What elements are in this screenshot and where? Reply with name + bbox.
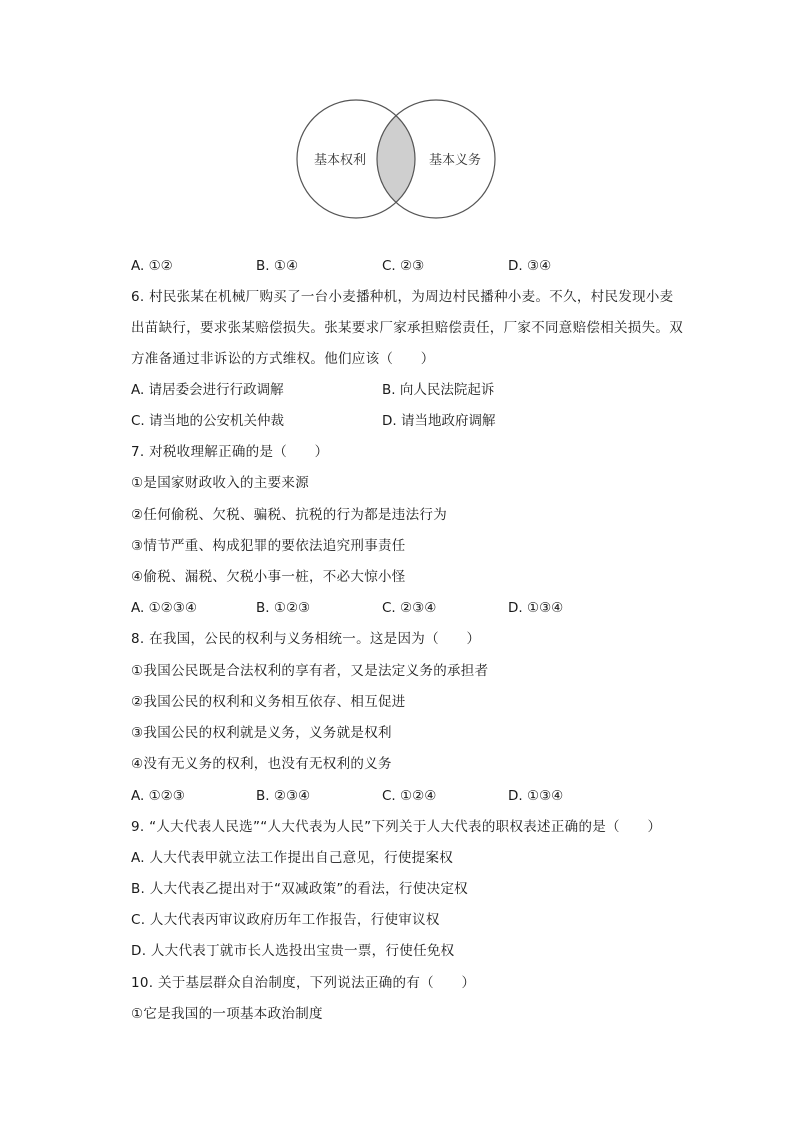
q7-item-2: ②任何偷税、欠税、骗税、抗税的行为都是违法行为: [131, 507, 448, 523]
q8-item-2: ②我国公民的权利和义务相互依存、相互促进: [131, 694, 406, 710]
q9-option-a: A. 人大代表甲就立法工作提出自己意见，行使提案权: [131, 850, 454, 866]
q5-option-b: B. ①④: [256, 258, 299, 274]
venn-diagram: [290, 98, 502, 220]
q5-option-a: A. ①②: [131, 258, 173, 274]
q6-option-c: C. 请当地的公安机关仲裁: [131, 413, 285, 429]
venn-right-label: 基本义务: [428, 153, 482, 168]
q7-item-1: ①是国家财政收入的主要来源: [131, 475, 310, 491]
venn-left-label: 基本权利: [313, 153, 367, 168]
q7-option-d: D. ①③④: [508, 600, 564, 616]
q8-item-1: ①我国公民既是合法权利的享有者，又是法定义务的承担者: [131, 663, 489, 679]
q9-option-d: D. 人大代表丁就市长人选投出宝贵一票，行使任免权: [131, 943, 455, 959]
q7-option-b: B. ①②③: [256, 600, 311, 616]
q6-option-b: B. 向人民法院起诉: [382, 382, 495, 398]
q7-option-c: C. ②③④: [382, 600, 437, 616]
q7-stem: 7. 对税收理解正确的是（ ）: [131, 444, 329, 460]
q10-item-1: ①它是我国的一项基本政治制度: [131, 1006, 323, 1022]
q6-option-a: A. 请居委会进行行政调解: [131, 382, 284, 398]
q9-stem: 9. “人大代表人民选”“人大代表为人民”下列关于人大代表的职权表述正确的是（ ）: [131, 819, 662, 835]
q8-option-a: A. ①②③: [131, 788, 185, 804]
q5-option-c: C. ②③: [382, 258, 425, 274]
q8-stem: 8. 在我国，公民的权利与义务相统一。这是因为（ ）: [131, 631, 481, 647]
q8-item-3: ③我国公民的权利就是义务，义务就是权利: [131, 725, 392, 741]
q9-option-b: B. 人大代表乙提出对于“双减政策”的看法，行使决定权: [131, 881, 468, 897]
q6-option-d: D. 请当地政府调解: [382, 413, 496, 429]
q6-stem-line-2: 出苗缺行，要求张某赔偿损失。张某要求厂家承担赔偿责任，厂家不同意赔偿相关损失。双: [131, 320, 683, 336]
q7-item-4: ④偷税、漏税、欠税小事一桩，不必大惊小怪: [131, 569, 406, 585]
q10-stem: 10. 关于基层群众自治制度，下列说法正确的有（ ）: [131, 975, 476, 991]
q9-option-c: C. 人大代表丙审议政府历年工作报告，行使审议权: [131, 912, 440, 928]
q5-option-d: D. ③④: [508, 258, 552, 274]
q8-item-4: ④没有无义务的权利，也没有无权利的义务: [131, 756, 392, 772]
q8-option-c: C. ①②④: [382, 788, 437, 804]
q6-stem-line-3: 方准备通过非诉讼的方式维权。他们应该（ ）: [131, 351, 435, 367]
q7-item-3: ③情节严重、构成犯罪的要依法追究刑事责任: [131, 538, 406, 554]
q8-option-d: D. ①③④: [508, 788, 564, 804]
q6-stem-line-1: 6. 村民张某在机械厂购买了一台小麦播种机，为周边村民播种小麦。不久，村民发现小麦: [131, 289, 674, 305]
q7-option-a: A. ①②③④: [131, 600, 197, 616]
q8-option-b: B. ②③④: [256, 788, 311, 804]
